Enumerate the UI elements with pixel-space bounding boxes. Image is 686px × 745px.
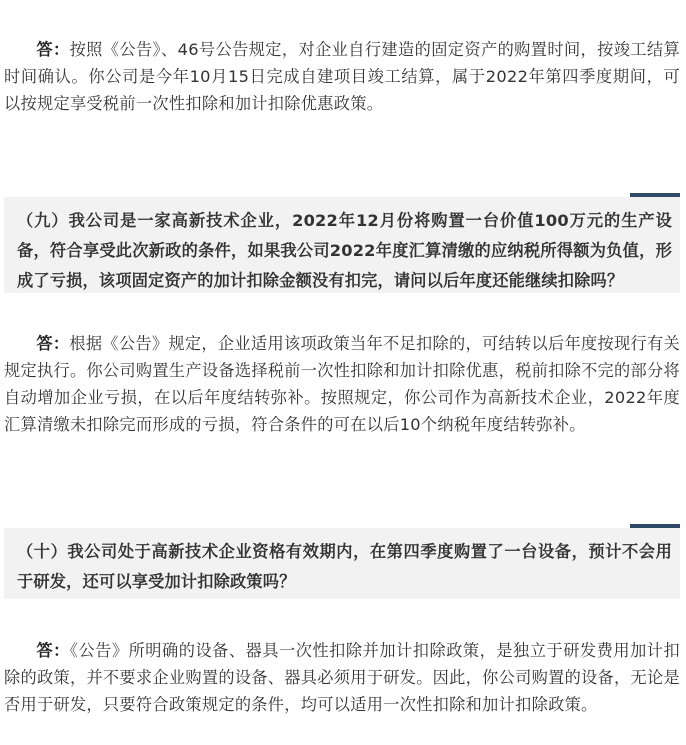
answer-paragraph-8 [4,36,680,117]
accent-bar [630,193,680,197]
answer-paragraph-9 [4,330,680,438]
answer-text-10: 《公告》所明确的设备、器具一次性扣除并加计扣除政策，是独立于研发费用加计扣除的政策，并不要求企业购置的设备、器具必须用于研发。因此，你公司购置的设备，无论是否用于研发，只要符合政策规定的条件，均可以适用一次性扣除和加计扣除政策。 [4,641,680,714]
question-text-9: （九）我公司是一家高新技术企业，2022年12月份将购置一台价值100万元的生产设备，符合享受此次新政的条件，如果我公司2022年度汇算清缴的应纳税所得额为负值，形成了亏损，该项固定资产的加计扣除金额没有扣完，请问以后年度还能继续扣除吗？ [17,211,672,290]
question-box-9 [4,197,680,293]
answer-label: 答： [36,334,70,353]
answer-label: 答： [36,641,70,660]
answer-label: 答： [36,40,70,59]
question-box-10 [4,528,680,599]
question-text-10: （十）我公司处于高新技术企业资格有效期内，在第四季度购置了一台设备，预计不会用于研发，还可以享受加计扣除政策吗？ [17,542,672,591]
answer-text-9: 根据《公告》规定，企业适用该项政策当年不足扣除的，可结转以后年度按现行有关规定执行。你公司购置生产设备选择税前一次性扣除和加计扣除优惠，税前扣除不完的部分将自动增加企业亏损，在以后年度结转弥补。按照规定，你公司作为高新技术企业，2022年度汇算清缴未扣除完而形成的亏损，符合条件的可在以后10个纳税年度结转弥补。 [4,334,680,434]
answer-text-8: 按照《公告》、46号公告规定，对企业自行建造的固定资产的购置时间，按竣工结算时间确认。你公司是今年10月15日完成自建项目竣工结算，属于2022年第四季度期间，可以按规定享受税前一次性扣除和加计扣除优惠政策。 [4,40,680,113]
accent-bar [630,524,680,528]
answer-paragraph-10 [4,637,680,718]
